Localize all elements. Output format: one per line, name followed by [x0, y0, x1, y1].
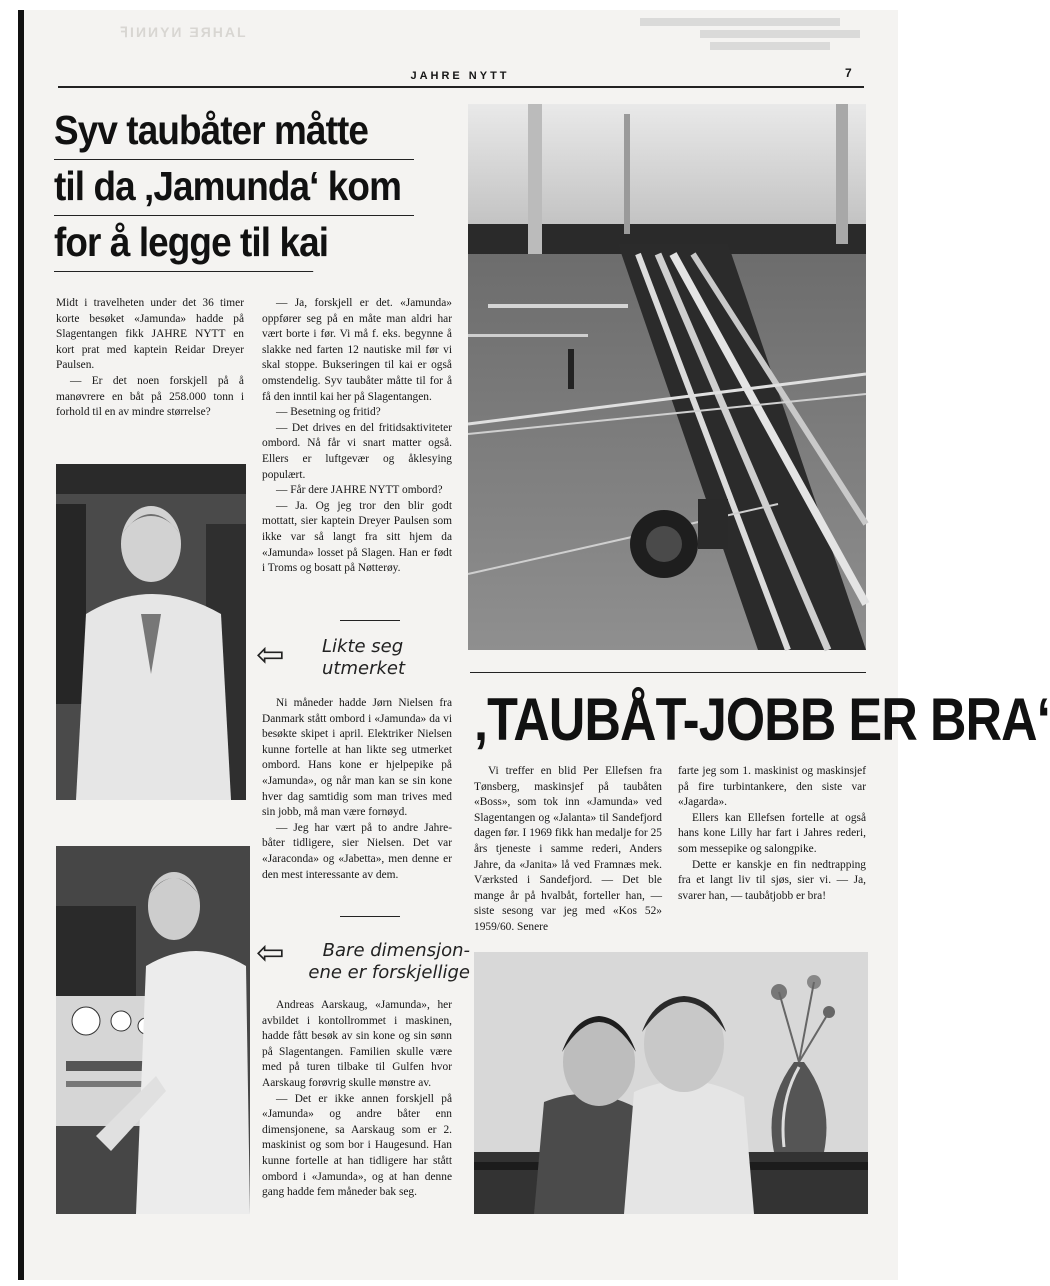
couple-illustration — [474, 952, 868, 1214]
taubat-column-1 — [474, 764, 662, 936]
subhead-line: ene er forskjellige — [308, 962, 470, 983]
taubat-paragraph: Ellers kan Ellefsen fortelle at også hans kone Lilly har fart i Jahres rederi, som messepike og salongpike. — [678, 811, 866, 855]
subhead-line: utmerket — [322, 658, 406, 679]
interview-paragraph: — Det drives en del fritidsaktiviteter ombord. Nå får vi snart matter også. Ellers er luftgevær og åklesying populært. — [262, 421, 452, 481]
nielsen-paragraph: — Jeg har vært på to andre Jahre-båter tidligere, sier Nielsen. Det var «Jaraconda» og «Jabetta», men denne er den mest interessante av dem. — [262, 821, 452, 881]
electrician-illustration — [56, 464, 246, 800]
faded-stamp — [640, 14, 870, 72]
aarskaug-paragraph: Andreas Aarskaug, «Jamunda», her avbildet i kontollrommet i maskinen, hadde fått besøk av sin kone og sin sønn på Slagentangen. Familien skulle være med på turen tilbake til Gulfen hvor Aarskaug forøvrig skulle mønstre av. — [262, 999, 452, 1089]
header-rule — [58, 86, 864, 88]
aarskaug-column — [262, 998, 452, 1201]
left-arrow-icon: ⇦ — [256, 635, 285, 675]
section-rule — [470, 672, 866, 673]
page-number: 7 — [845, 66, 852, 80]
interview-paragraph: — Ja, forskjell er det. «Jamunda» oppfører seg på en måte man aldri har vært borte i før. Vi må f. eks. begynne å slakke ned farten 12 nautiske mil før vi skal stoppe. Bukseringen til kai er også omstendelig. Syv taubåter måtte til for å få den inntil kai her på Slagentangen. — [262, 297, 452, 403]
intro-column — [56, 296, 244, 421]
headline-line-2: til da ‚Jamunda‘ kom — [54, 160, 414, 216]
column-end-rule — [340, 620, 400, 621]
left-arrow-icon: ⇦ — [256, 933, 285, 973]
subhead-dimensjonene — [290, 940, 470, 984]
taubat-paragraph: farte jeg som 1. maskinist og maskinsjef på fire turbintankere, den siste var «Jagarda». — [678, 765, 866, 809]
intro-paragraph: Midt i travelheten under det 36 timer korte besøket «Jamunda» hadde på Slagentangen fikk JAHRE NYTT en kort prat med kaptein Reidar Dreyer Paulsen. — [56, 297, 244, 372]
tanker-deck-illustration — [468, 104, 866, 650]
intro-question: — Er det noen forskjell på å manøvrere en båt på 258.000 tonn i forhold til en av mindre størrelse? — [56, 374, 244, 419]
nielsen-column — [262, 696, 452, 883]
aarskaug-control-room-photo — [56, 846, 250, 1214]
bleed-through-text: ꟻIИИYИ ƎЯHAL — [120, 24, 248, 40]
ellefsen-couple-photo — [474, 952, 868, 1214]
interview-column — [262, 296, 452, 577]
interview-paragraph: — Ja. Og jeg tror den blir godt mottatt, sier kaptein Dreyer Paulsen som ikke var så langt fra sitt hjem da «Jamunda» losset på Slagen. Han er født i Troms og bosatt på Nøtterøy. — [262, 499, 452, 575]
subhead-line: Bare dimensjon- — [322, 940, 470, 961]
main-headline — [54, 104, 454, 272]
masthead: JAHRE NYTT — [410, 70, 510, 82]
nielsen-paragraph: Ni måneder hadde Jørn Nielsen fra Danmark stått ombord i «Jamunda» da vi besøkte skipet i april. Elektriker Nielsen kunne fortelle at han likte seg utmerket ombord. Hans kone er hjelpepike på «Jamunda», og når man kan se sin kone hver dag samtidig som man trives med sin jobb, må man være fornøyd. — [262, 697, 452, 819]
taubat-headline: ‚TAUBÅT-JOBB ER BRA‘ — [474, 686, 1050, 753]
tanker-deck-photo — [468, 104, 866, 650]
column-end-rule — [340, 916, 400, 917]
subhead-line: Likte seg — [322, 636, 404, 657]
control-room-illustration — [56, 846, 250, 1214]
interview-paragraph: — Får dere JAHRE NYTT ombord? — [276, 484, 443, 497]
headline-line-1: Syv taubåter måtte — [54, 104, 414, 160]
interview-paragraph: — Besetning og fritid? — [276, 406, 381, 419]
headline-line-3: for å legge til kai — [54, 216, 313, 272]
taubat-paragraph: Vi treffer en blid Per Ellefsen fra Tønsberg, maskinsjef på taubåten «Boss», som tok inn «Jamunda» ved Slagentangen og «Jalanta» til Sandefjord dagen før. I 1969 fikk han medalje for 25 års tjeneste i samme rederi, Anders Jahre, da «Janita» lå ved Framnæs mek. Værksted i Sandefjord. — Det ble mange år på hvalbåt, forteller han, — siste sesong var jeg med «Kos 52» 1959/60. Senere — [474, 765, 662, 933]
subhead-likte-seg — [322, 636, 462, 680]
aarskaug-paragraph: — Det er ikke annen forskjell på «Jamunda» og andre båter enn dimensjonene, sa Aarskaug som er 2. maskinist og som bor i Haugesund. Han kunne fortelle at han tidligere har stått ombord i «Jamunda», og at han denne gang hadde fem måneder bak seg. — [262, 1092, 452, 1199]
taubat-column-2 — [678, 764, 866, 904]
nielsen-portrait-photo — [56, 464, 246, 800]
taubat-paragraph: Dette er kanskje en fin nedtrapping fra et langt liv til sjøs, sier vi. — Ja, svarer han, — taubåtjobb er bra! — [678, 858, 866, 902]
